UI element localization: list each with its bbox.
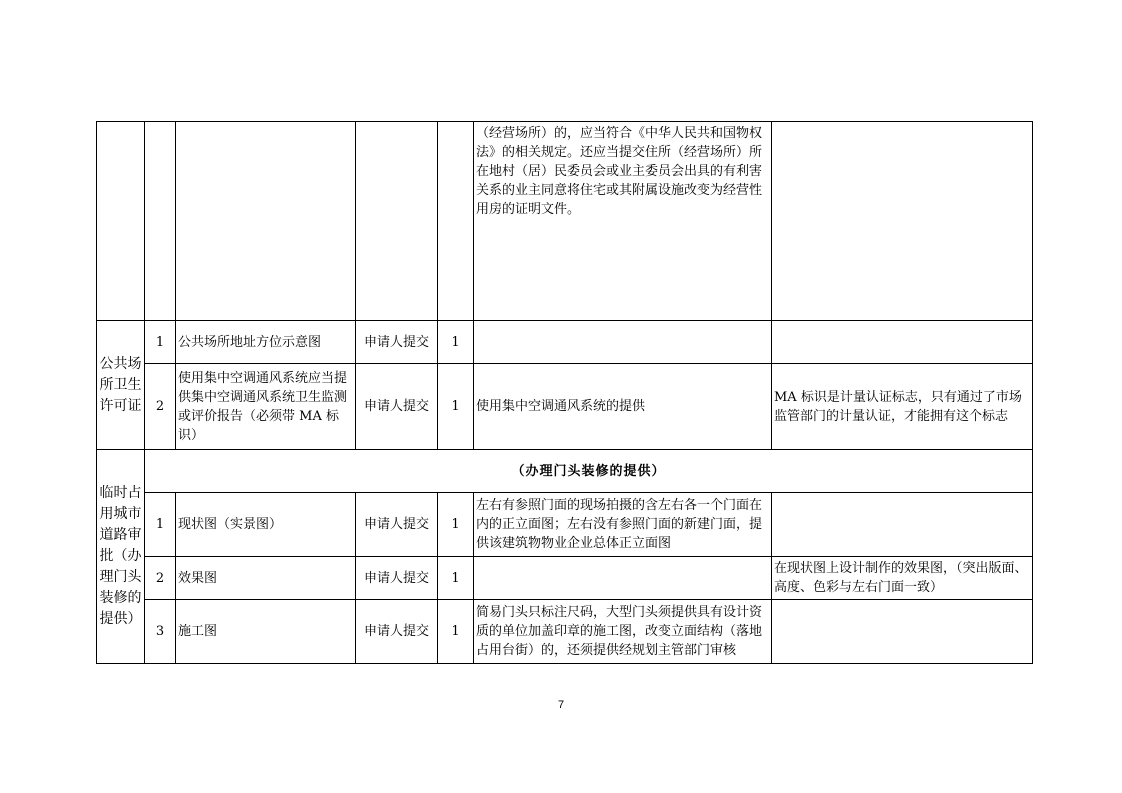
material-note bbox=[772, 321, 1033, 364]
material-name: 使用集中空调通风系统应当提供集中空调通风系统卫生监测或评价报告（必须带 MA 标识） bbox=[176, 364, 356, 450]
material-name: 公共场所地址方位示意图 bbox=[176, 321, 356, 364]
section-row bbox=[97, 450, 1033, 493]
row-number: 1 bbox=[145, 321, 176, 364]
table-row bbox=[97, 493, 1033, 557]
category-road-occupation: 临时占用城市道路审批（办理门头装修的提供） bbox=[97, 450, 145, 664]
description-cell: （经营场所）的，应当符合《中华人民共和国物权法》的相关规定。还应当提交住所（经营场所）所在地村（居）民委员会或业主委员会出具的有利害关系的业主同意将住宅或其附属设施改变为经营性用房的证明文件。 bbox=[474, 122, 772, 321]
material-copies: 1 bbox=[438, 321, 474, 364]
note-cell-empty bbox=[772, 122, 1033, 321]
material-source: 申请人提交 bbox=[356, 364, 438, 450]
material-name: 现状图（实景图） bbox=[176, 493, 356, 557]
material-description: 左右有参照门面的现场拍摄的含左右各一个门面在内的正立面图；左右没有参照门面的新建门面，提供该建筑物物业企业总体正立面图 bbox=[474, 493, 772, 557]
table-row bbox=[97, 364, 1033, 450]
material-name: 效果图 bbox=[176, 557, 356, 600]
material-note: MA 标识是计量认证标志，只有通过了市场监管部门的计量认证，才能拥有这个标志 bbox=[772, 364, 1033, 450]
continuation-row bbox=[97, 122, 1033, 321]
category-public-health: 公共场所卫生许可证 bbox=[97, 321, 145, 450]
material-source: 申请人提交 bbox=[356, 493, 438, 557]
table-row bbox=[97, 557, 1033, 600]
material-description: 简易门头只标注尺码，大型门头须提供具有设计资质的单位加盖印章的施工图，改变立面结构（落地占用台街）的，还须提供经规划主管部门审核 bbox=[474, 600, 772, 664]
material-cell-empty bbox=[176, 122, 356, 321]
number-cell-empty bbox=[145, 122, 176, 321]
material-source: 申请人提交 bbox=[356, 557, 438, 600]
row-number: 2 bbox=[145, 364, 176, 450]
material-source: 申请人提交 bbox=[356, 321, 438, 364]
material-copies: 1 bbox=[438, 493, 474, 557]
row-number: 2 bbox=[145, 557, 176, 600]
table-row bbox=[97, 321, 1033, 364]
source-cell-empty bbox=[356, 122, 438, 321]
material-name: 施工图 bbox=[176, 600, 356, 664]
material-note bbox=[772, 600, 1033, 664]
row-number: 3 bbox=[145, 600, 176, 664]
material-description bbox=[474, 557, 772, 600]
material-note bbox=[772, 493, 1033, 557]
category-cell-empty bbox=[97, 122, 145, 321]
material-description: 使用集中空调通风系统的提供 bbox=[474, 364, 772, 450]
material-copies: 1 bbox=[438, 600, 474, 664]
materials-table bbox=[96, 121, 1033, 664]
material-copies: 1 bbox=[438, 557, 474, 600]
table-row bbox=[97, 600, 1033, 664]
material-note: 在现状图上设计制作的效果图，（突出版面、高度、色彩与左右门面一致） bbox=[772, 557, 1033, 600]
page-number: 7 bbox=[557, 699, 565, 711]
copies-cell-empty bbox=[438, 122, 474, 321]
material-source: 申请人提交 bbox=[356, 600, 438, 664]
section-title: （办理门头装修的提供） bbox=[145, 450, 1033, 493]
row-number: 1 bbox=[145, 493, 176, 557]
material-description bbox=[474, 321, 772, 364]
material-copies: 1 bbox=[438, 364, 474, 450]
